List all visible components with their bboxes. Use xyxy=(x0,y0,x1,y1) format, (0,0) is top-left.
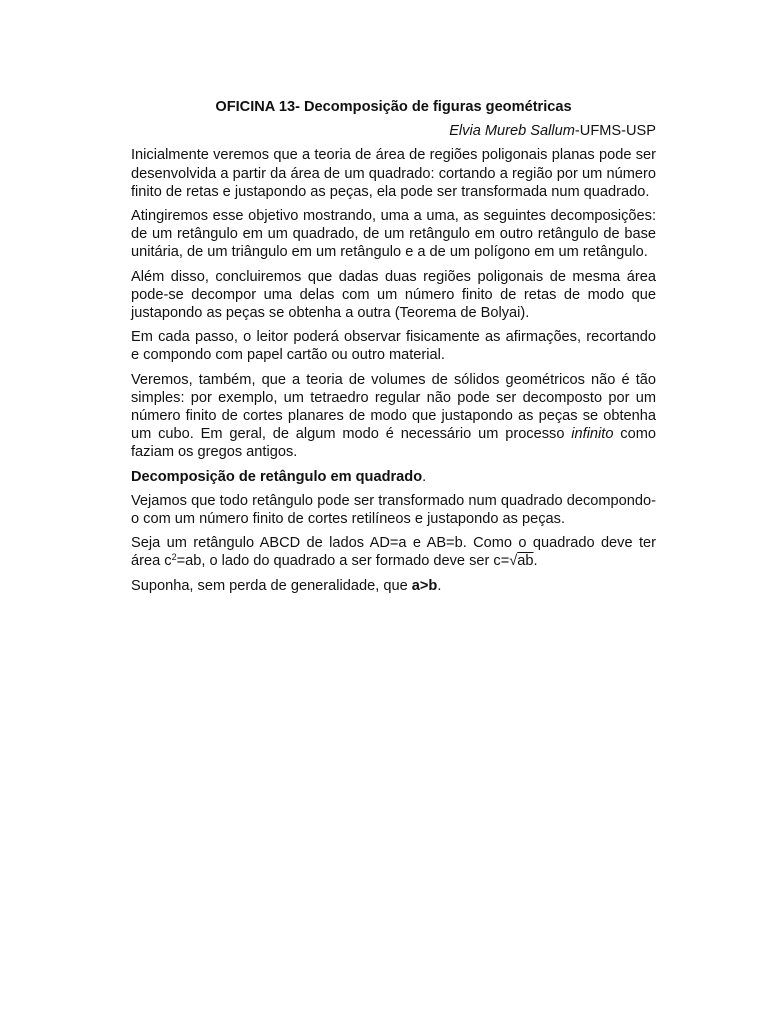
volumes-text-after: como faziam os gregos antigos. xyxy=(131,426,656,461)
section-heading-line xyxy=(131,468,656,486)
section-heading: Decomposição de retângulo em quadrado xyxy=(131,468,423,485)
document-title: OFICINA 13- Decomposição de figuras geométricas xyxy=(215,99,572,115)
square-root-sign: √ xyxy=(509,553,518,570)
document-page xyxy=(131,98,656,601)
section-heading-tail: . xyxy=(422,468,427,485)
paragraph-section: Vejamos que todo retângulo pode ser transformado num quadrado decompondo-o com um número finito de cortes retilíneos e justapondo as peças. xyxy=(131,492,656,528)
square-root xyxy=(509,552,533,570)
rectangle-text-3: . xyxy=(533,553,538,570)
volumes-text-before: Veremos, também, que a teoria de volumes de sólidos geométricos não é tão simples: por exemplo, um tetraedro regular não pode ser decomposto por um número finito de cortes planares de modo que justapondo as peças se obtenha um cubo. Em geral, de algum modo é necessário um processo xyxy=(131,371,656,443)
square-root-argument: ab xyxy=(517,553,534,570)
paragraph-intro: Inicialmente veremos que a teoria de área de regiões poligonais planas pode ser desenvolvida a partir da área de um quadrado: cortando a região por um número finito de retas e justapondo as peças, ela pode ser transformada num quadrado. xyxy=(131,147,656,200)
suppose-text-before: Suponha, sem perda de generalidade, que xyxy=(131,577,412,594)
paragraph-steps: Em cada passo, o leitor poderá observar fisicamente as afirmações, recortando e compondo com papel cartão ou outro material. xyxy=(131,329,656,364)
suppose-text-bold: a>b xyxy=(411,577,438,594)
paragraph-suppose xyxy=(131,577,656,595)
paragraph-objective: Atingiremos esse objetivo mostrando, uma a uma, as seguintes decomposições: de um retângulo em um quadrado, de um retângulo em outro retângulo de base unitária, de um triângulo em um retângulo e a de um polígono em um retângulo. xyxy=(131,208,656,261)
volumes-text-italic: infinito xyxy=(571,426,614,443)
paragraph-volumes xyxy=(131,371,656,462)
paragraph-bolyai: Além disso, concluiremos que dadas duas regiões poligonais de mesma área pode-se decompor uma delas com um número finito de retas de modo que justapondo as peças se obtenha a outra (Teorema de Bolyai). xyxy=(131,268,656,322)
rectangle-text-1: Seja um retângulo ABCD de lados AD=a e AB=b. Como o quadrado deve ter área c xyxy=(131,535,656,570)
author-line xyxy=(131,122,656,140)
author-affiliation: -UFMS-USP xyxy=(574,123,656,140)
paragraph-rectangle xyxy=(131,534,656,570)
author-name: Elvia Mureb Sallum xyxy=(449,123,575,140)
rectangle-text-2: =ab, o lado do quadrado a ser formado deve ser c= xyxy=(176,553,510,570)
superscript-two: 2 xyxy=(171,552,177,563)
suppose-text-after: . xyxy=(437,577,442,594)
